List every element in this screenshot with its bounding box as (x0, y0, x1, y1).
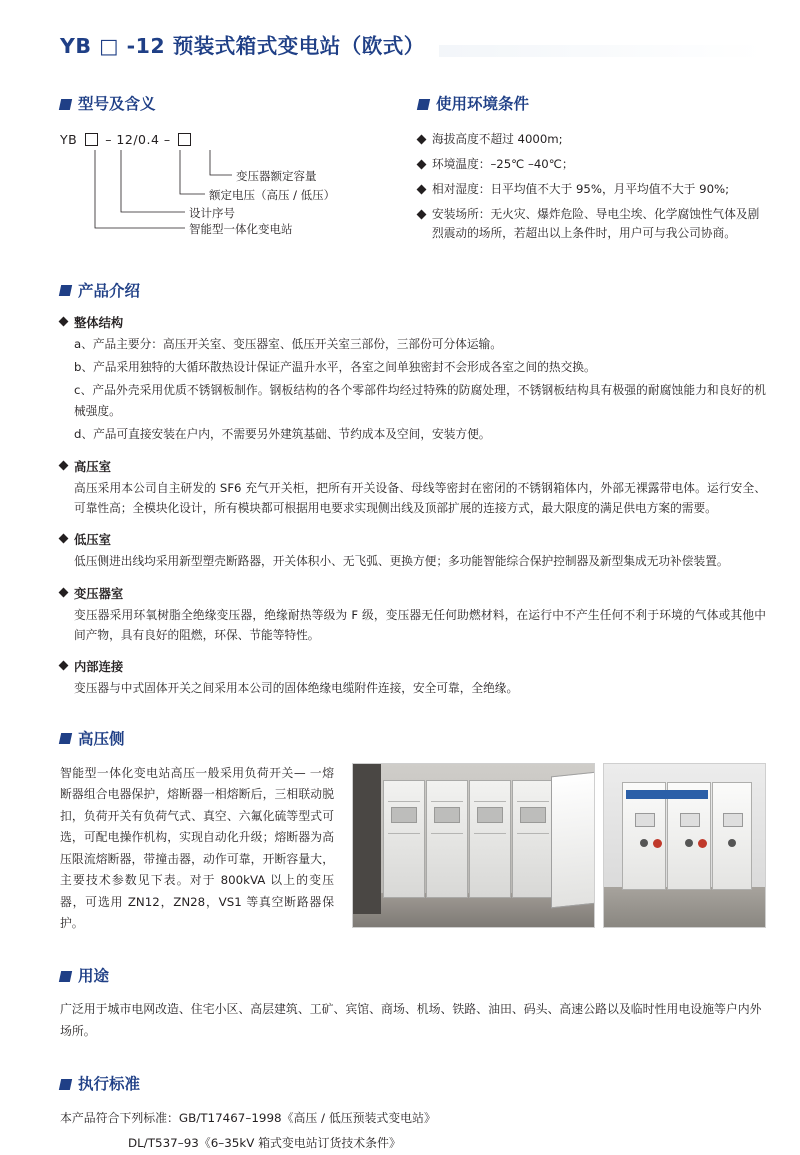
diamond-bullet-icon (417, 209, 427, 219)
conditions-heading-label: 使用环境条件 (436, 95, 530, 113)
list-item (418, 130, 766, 149)
diamond-bullet-icon (417, 184, 427, 194)
bullet-square-icon (59, 1079, 72, 1090)
conditions-section-heading (418, 92, 766, 114)
condition-text: 环境温度：–25℃ –40℃； (432, 156, 574, 171)
standards-heading-label: 执行标准 (78, 1075, 141, 1094)
intro-section-heading (60, 279, 766, 301)
model-code-mid: – 12/0.4 – (105, 132, 171, 147)
diamond-bullet-icon (417, 135, 427, 145)
diamond-bullet-icon (59, 460, 69, 470)
diamond-bullet-icon (59, 587, 69, 597)
intro-paragraph: b、产品采用独特的大循环散热设计保证产温升水平，各室之间单独密封不会形成各室之间的热交换。 (74, 360, 596, 375)
bullet-square-icon (59, 285, 72, 296)
list-item (418, 155, 766, 174)
intro-subheading (60, 657, 766, 675)
usage-section-heading (60, 964, 766, 986)
switchgear-cabinet (512, 780, 554, 898)
model-label-2: 设计序号 (189, 206, 235, 220)
list-item (418, 205, 766, 243)
conditions-section (408, 92, 766, 249)
hv-heading-label: 高压侧 (78, 729, 125, 748)
intro-subheading (60, 313, 766, 331)
intro-heading-label: 产品介绍 (78, 281, 141, 300)
intro-paragraph: 高压采用本公司自主研发的 SF6 充气开关柜，把所有开关设备、母线等密封在密闭的不锈钢箱体内，外部无裸露带电体。运行安全、可靠性高；全模块化设计，所有模块都可根据用电要求实现侧出线及顶部扩展的连接方式，最大限度的满足供电方案的需要。 (74, 480, 766, 515)
hv-section-heading (60, 727, 766, 749)
model-section (60, 92, 408, 249)
bullet-square-icon (417, 99, 430, 110)
standard-line-2: DL/T537–93《6–35kV 箱式变电站订货技术条件》 (128, 1135, 401, 1150)
document-page (0, 26, 800, 1150)
photo-floor (604, 887, 765, 927)
intro-paragraph: a、产品主要分：高压开关室、变压器室、低压开关室三部份，三部份可分体运输。 (74, 336, 502, 351)
hv-paragraph: 智能型一体化变电站高压一般采用负荷开关— 一熔断器组合电器保护，熔断器一相熔断后，三相联动脱扣，负荷开关有负荷气式、真空、六氟化硫等型式可选，可配电操作机构，实现自动化升级；熔断器为高压限流熔断器，带撞击器，动作可靠，开断容量大，主要技术参数见下表。对于 800kVA 以上的变压器，可选用 ZN12，ZN28，VS1 等真空断路器保护。 (60, 765, 334, 930)
hv-photo-group (352, 763, 766, 935)
model-label-3: 智能型一体化变电站 (189, 222, 293, 236)
standard-line-1: 本产品符合下列标准：GB/T17467–1998《高压 / 低压预装式变电站》 (60, 1111, 436, 1126)
intro-paragraph: d、产品可直接安装在户内，不需要另外建筑基础、节约成本及空间，安装方便。 (74, 427, 491, 442)
intro-paragraph: 低压侧进出线均采用新型塑壳断路器，开关体积小、无飞弧、更换方便；多功能智能综合保护控制器及新型集成无功补偿装置。 (74, 554, 729, 569)
intro-subheading (60, 530, 766, 548)
switchgear-cabinet (383, 780, 425, 898)
intro-subheading-label: 低压室 (74, 533, 111, 548)
cabinet-label-strip (626, 790, 708, 799)
usage-paragraph: 广泛用于城市电网改造、住宅小区、高层建筑、工矿、宾馆、商场、机场、铁路、油田、码头、高速公路以及临时性用电设施等户内外场所。 (60, 1002, 762, 1038)
diamond-bullet-icon (59, 534, 69, 544)
intro-subheading-label: 内部连接 (74, 660, 124, 675)
hv-cabinet (712, 782, 752, 890)
bullet-square-icon (59, 971, 72, 982)
high-voltage-section (0, 727, 800, 935)
bullet-square-icon (59, 733, 72, 744)
list-item (418, 180, 766, 199)
model-section-heading (60, 92, 408, 114)
intro-subheading (60, 457, 766, 475)
usage-section (0, 964, 800, 1042)
condition-text: 海拔高度不超过 4000m; (432, 132, 563, 146)
photo-shadow (353, 764, 381, 914)
standards-section-heading (60, 1072, 766, 1094)
intro-subheading-label: 变压器室 (74, 586, 124, 601)
bullet-square-icon (59, 99, 72, 110)
intro-subheading-label: 高压室 (74, 459, 111, 474)
switchgear-cabinet (426, 780, 468, 898)
product-intro-section (0, 279, 800, 699)
conditions-list (418, 130, 766, 243)
condition-text: 相对湿度：日平均值不大于 95%，月平均值不大于 90%; (432, 181, 730, 196)
page-header (0, 26, 800, 66)
low-voltage-switchgear-photo (352, 763, 595, 928)
model-label-1: 额定电压（高压 / 低压） (209, 188, 336, 202)
switchgear-cabinet (469, 780, 511, 898)
condition-text: 安装场所：无火灾、爆炸危险、导电尘埃、化学腐蚀性气体及剧烈震动的场所，若超出以上条件时，用户可与我公司协商。 (432, 206, 760, 240)
diamond-bullet-icon (417, 160, 427, 170)
intro-paragraph: 变压器采用环氧树脂全绝缘变压器，绝缘耐热等级为 F 级，变压器无任何助燃材料，在运行中不产生任何不利于环境的气体或其他中间产物，具有良好的阻燃，环保、节能等特性。 (74, 607, 766, 642)
intro-paragraph: c、产品外壳采用优质不锈钢板制作。钢板结构的各个零部件均经过特殊的防腐处理，不锈钢板结构具有极强的耐腐蚀能力和良好的机械强度。 (74, 383, 766, 418)
intro-subheading (60, 584, 766, 602)
page-title: YB □ -12 预装式箱式变电站（欧式） (60, 26, 439, 66)
usage-heading-label: 用途 (78, 967, 110, 986)
intro-subheading-label: 整体结构 (74, 315, 124, 330)
top-columns (0, 92, 800, 249)
cabinet-open-door (551, 771, 595, 908)
model-label-0: 变压器额定容量 (236, 169, 317, 183)
model-code-prefix: YB (60, 132, 78, 147)
diamond-bullet-icon (59, 661, 69, 671)
model-diagram (60, 132, 408, 242)
hv-body (60, 763, 766, 935)
standards-section (0, 1072, 800, 1154)
diamond-bullet-icon (59, 316, 69, 326)
intro-paragraph: 变压器与中式固体开关之间采用本公司的固体绝缘电缆附件连接，安全可靠，全绝缘。 (74, 681, 519, 696)
model-heading-label: 型号及含义 (78, 95, 156, 113)
high-voltage-cabinet-photo (603, 763, 766, 928)
